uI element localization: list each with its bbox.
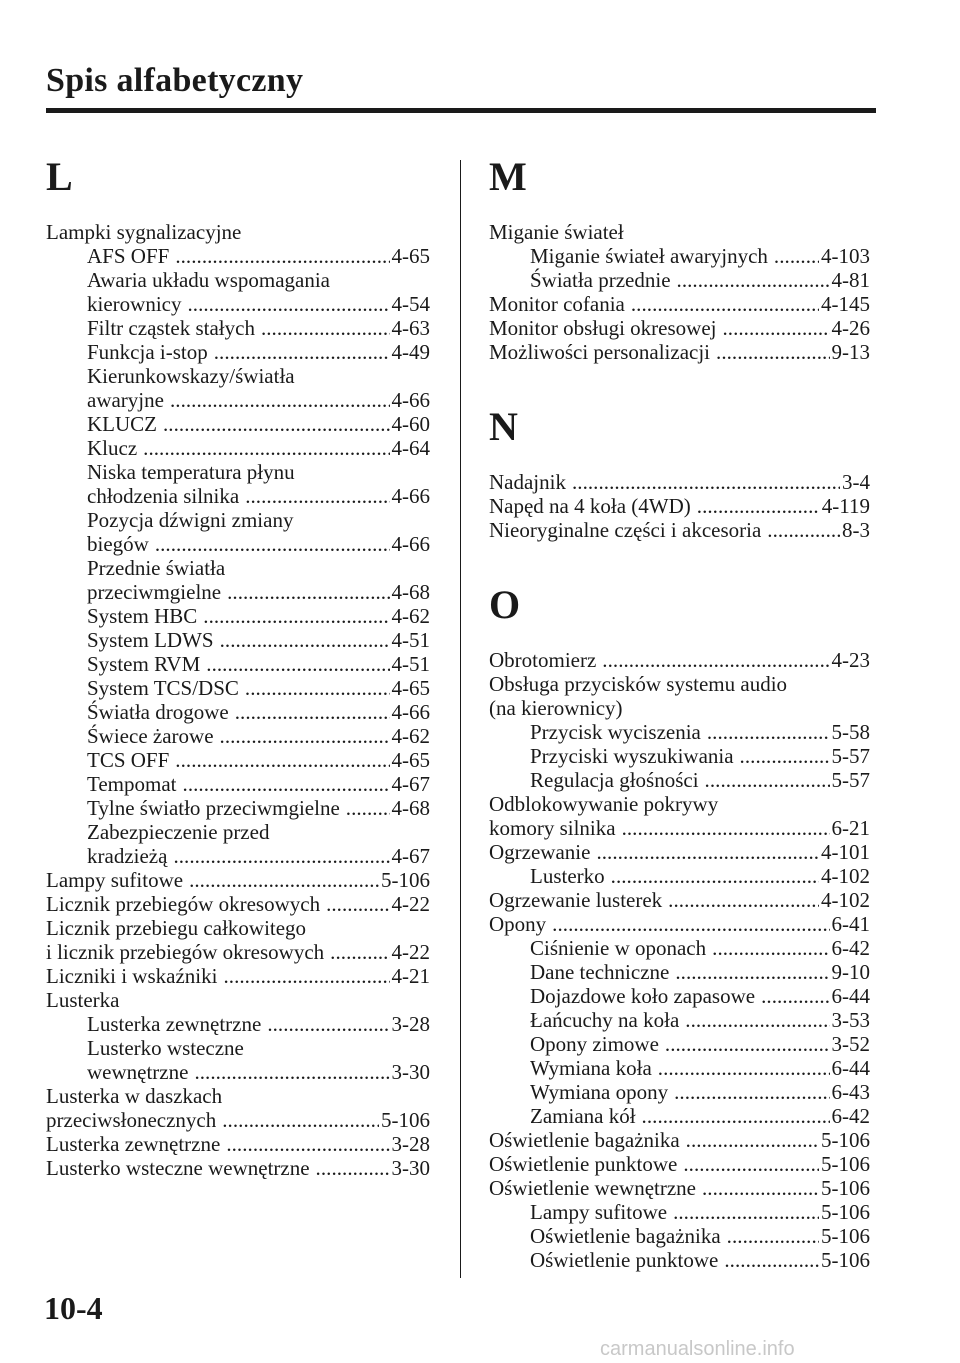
index-subentry [489,864,870,888]
dot-leader [761,984,829,1008]
index-subentry [46,412,430,436]
column-divider [460,160,461,1278]
entry-text: przeciwsłonecznych [46,1108,217,1132]
entry-text: Lampki sygnalizacyjne [46,220,242,244]
entry-text: (na kierownicy) [489,696,623,720]
entry-page: 4-62 [391,604,430,628]
entry-page: 6-42 [831,1104,870,1128]
dot-leader [330,940,389,964]
entry-page: 5-58 [831,720,870,744]
entry-page: 9-13 [831,340,870,364]
index-subentry [46,844,430,868]
dot-leader [183,772,390,796]
entry-page: 4-26 [831,316,870,340]
section-letter: O [489,582,521,627]
dot-leader [170,388,390,412]
dot-leader [267,1012,389,1036]
index-subentry [489,1080,870,1104]
entry-page: 4-65 [391,748,430,772]
dot-leader [611,864,819,888]
dot-leader [227,580,389,604]
entry-text: Świece żarowe [87,724,214,748]
index-subentry [46,700,430,724]
index-subentry [46,1036,430,1060]
dot-leader [572,470,840,494]
index-subentry [46,556,430,580]
index-subentry [46,484,430,508]
entry-text: Pozycja dźwigni zmiany [87,508,294,532]
entry-page: 4-65 [391,244,430,268]
entry-text: Miganie świateł [489,220,624,244]
dot-leader [206,652,389,676]
dot-leader [223,964,389,988]
entry-page: 4-68 [391,580,430,604]
index-entry [489,1152,870,1176]
entry-page: 5-57 [831,768,870,792]
entry-text: Światła przednie [530,268,671,292]
entry-text: Lampy sufitowe [46,868,184,892]
dot-leader [143,436,389,460]
entry-text: Kierunkowskazy/światła [87,364,295,388]
entry-text: System HBC [87,604,198,628]
dot-leader [665,1032,830,1056]
entry-text: TCS OFF [87,748,170,772]
index-subentry [46,580,430,604]
dot-leader [203,604,389,628]
dot-leader [189,868,379,892]
dot-leader [677,268,830,292]
dot-leader [631,292,819,316]
entry-page: 8-3 [842,518,870,542]
index-subentry [46,532,430,556]
dot-leader [685,1008,829,1032]
dot-leader [707,720,830,744]
index-column-right [489,150,870,1272]
dot-leader [261,316,390,340]
entry-text: Możliwości personalizacji [489,340,711,364]
entry-text: AFS OFF [87,244,170,268]
entry-text: Nieoryginalne części i akcesoria [489,518,762,542]
index-entry [489,912,870,936]
entry-page: 4-67 [391,844,430,868]
dot-leader [214,340,390,364]
entry-page: 4-63 [391,316,430,340]
dot-leader [622,816,830,840]
entry-text: Klucz [87,436,138,460]
dot-leader [226,1132,389,1156]
dot-leader [552,912,829,936]
entry-text: Łańcuchy na koła [530,1008,680,1032]
index-subentry [46,820,430,844]
index-entry [489,1176,870,1200]
entry-text: Napęd na 4 koła (4WD) [489,494,691,518]
entry-text: chłodzenia silnika [87,484,240,508]
entry-text: Tempomat [87,772,177,796]
entry-text: Oświetlenie punktowe [489,1152,678,1176]
index-entry [489,494,870,518]
index-subentry [489,1200,870,1224]
header-rule [46,108,876,113]
index-subentry [46,316,430,340]
index-subentry [46,628,430,652]
dot-leader [702,1176,819,1200]
entry-page: 5-57 [831,744,870,768]
entry-text: Awaria układu wspomagania [87,268,330,292]
dot-leader [346,796,390,820]
entry-page: 4-102 [821,888,870,912]
entry-text: wewnętrzne [87,1060,189,1084]
dot-leader [642,1104,830,1128]
entry-page: 5-106 [821,1224,870,1248]
entry-page: 6-21 [831,816,870,840]
entry-text: przeciwmgielne [87,580,222,604]
dot-leader [774,244,819,268]
dot-leader [686,1128,819,1152]
dot-leader [658,1056,830,1080]
index-subentry [489,720,870,744]
dot-leader [716,340,829,364]
entry-text: Niska temperatura płynu [87,460,295,484]
entry-page: 3-52 [831,1032,870,1056]
entry-page: 4-51 [391,628,430,652]
entry-page: 4-119 [821,494,870,518]
index-entry [489,816,870,840]
entry-page: 4-102 [821,864,870,888]
index-entry [489,888,870,912]
entry-text: kradzieżą [87,844,168,868]
dot-leader [220,724,390,748]
dot-leader [675,960,829,984]
entry-text: Ogrzewanie [489,840,591,864]
entry-page: 4-103 [821,244,870,268]
entry-text: Lusterka w daszkach [46,1084,223,1108]
dot-leader [187,292,389,316]
index-entry [489,792,870,816]
entry-text: Opony zimowe [530,1032,659,1056]
section-letter: N [489,404,518,449]
index-entry [46,916,430,940]
entry-text: KLUCZ [87,412,157,436]
dot-leader [727,1224,819,1248]
dot-leader [683,1152,819,1176]
entry-page: 4-60 [391,412,430,436]
index-subentry [489,1008,870,1032]
entry-page: 4-145 [821,292,870,316]
entry-text: Liczniki i wskaźniki [46,964,218,988]
entry-page: 4-81 [831,268,870,292]
dot-leader [173,844,389,868]
index-entry [46,1156,430,1180]
dot-leader [245,676,390,700]
entry-text: System RVM [87,652,201,676]
entry-text: Wymiana koła [530,1056,652,1080]
entry-text: Licznik przebiegów okresowych [46,892,321,916]
entry-page: 4-66 [391,484,430,508]
entry-text: Przycisk wyciszenia [530,720,701,744]
entry-text: Lusterka zewnętrzne [87,1012,262,1036]
dot-leader [740,744,830,768]
index-subentry [489,984,870,1008]
entry-page: 4-21 [391,964,430,988]
index-subentry [489,1248,870,1272]
index-subentry [46,748,430,772]
entry-page: 3-28 [391,1132,430,1156]
dot-leader [697,494,820,518]
entry-text: Licznik przebiegu całkowitego [46,916,307,940]
entry-text: Ciśnienie w oponach [530,936,707,960]
entry-text: Wymiana opony [530,1080,669,1104]
entry-page: 3-30 [391,1156,430,1180]
watermark: carmanualsonline.info [600,1338,795,1360]
index-subentry [46,340,430,364]
index-subentry [46,676,430,700]
index-subentry [46,796,430,820]
entry-page: 4-66 [391,700,430,724]
index-subentry [489,1032,870,1056]
entry-page: 5-106 [381,868,430,892]
index-entry [489,470,870,494]
entry-page: 3-4 [842,470,870,494]
dot-leader [712,936,829,960]
index-subentry [46,724,430,748]
entry-text: Miganie świateł awaryjnych [530,244,768,268]
dot-leader [316,1156,390,1180]
entry-page: 4-22 [391,940,430,964]
index-subentry [489,744,870,768]
index-entry [489,840,870,864]
entry-text: Przyciski wyszukiwania [530,744,734,768]
index-subentry [489,1224,870,1248]
entry-text: Obrotomierz [489,648,597,672]
index-subentry [46,268,430,292]
page-number: 10-4 [44,1290,103,1326]
entry-text: awaryjne [87,388,164,412]
entry-text: Lusterko wsteczne [87,1036,244,1060]
entry-text: Światła drogowe [87,700,229,724]
index-entry [46,1084,430,1108]
entry-page: 5-106 [821,1176,870,1200]
index-entry [489,340,870,364]
index-subentry [46,652,430,676]
entry-text: Lampy sufitowe [530,1200,668,1224]
entry-text: Oświetlenie punktowe [530,1248,719,1272]
entry-page: 4-66 [391,388,430,412]
section-gap [489,364,870,400]
entry-page: 4-22 [391,892,430,916]
entry-page: 6-44 [831,1056,870,1080]
index-entry [46,988,430,1012]
dot-leader [194,1060,389,1084]
index-column-left [46,150,430,1180]
entry-text: System LDWS [87,628,214,652]
entry-text: Opony [489,912,547,936]
entry-page: 4-54 [391,292,430,316]
index-subentry [489,768,870,792]
entry-page: 4-67 [391,772,430,796]
entry-text: System TCS/DSC [87,676,239,700]
entry-page: 4-23 [831,648,870,672]
entry-text: Zamiana kół [530,1104,636,1128]
index-entry [489,292,870,316]
dot-leader [668,888,819,912]
entry-page: 4-68 [391,796,430,820]
section-letter: L [46,154,73,199]
entry-text: Przednie światła [87,556,226,580]
dot-leader [596,840,819,864]
entry-page: 3-53 [831,1008,870,1032]
index-subentry [489,1056,870,1080]
index-subentry [46,460,430,484]
entry-text: Oświetlenie bagażnika [530,1224,721,1248]
index-entry [489,696,870,720]
dot-leader [175,244,389,268]
index-entry [46,1108,430,1132]
entry-page: 6-41 [831,912,870,936]
entry-page: 9-10 [831,960,870,984]
index-subentry [489,936,870,960]
index-entry [489,1128,870,1152]
index-subentry [489,244,870,268]
entry-text: Lusterko [530,864,605,888]
entry-text: Obsługa przycisków systemu audio [489,672,788,696]
index-entry [489,672,870,696]
index-entry [46,1132,430,1156]
dot-leader [722,316,829,340]
entry-page: 4-62 [391,724,430,748]
entry-text: Dojazdowe koło zapasowe [530,984,756,1008]
entry-page: 5-106 [821,1200,870,1224]
dot-leader [724,1248,819,1272]
entry-text: komory silnika [489,816,616,840]
index-entry [46,220,430,244]
index-entry [489,316,870,340]
entry-page: 5-106 [821,1152,870,1176]
dot-leader [220,628,390,652]
index-subentry [46,604,430,628]
entry-text: Filtr cząstek stałych [87,316,255,340]
entry-page: 6-42 [831,936,870,960]
index-entry [46,868,430,892]
entry-text: biegów [87,532,149,556]
entry-page: 4-65 [391,676,430,700]
entry-text: Lusterka zewnętrzne [46,1132,221,1156]
section-gap [489,542,870,578]
index-subentry [489,960,870,984]
entry-page: 4-49 [391,340,430,364]
entry-text: Tylne światło przeciwmgielne [87,796,340,820]
entry-text: Oświetlenie bagażnika [489,1128,680,1152]
index-entry [489,518,870,542]
entry-text: Lusterka [46,988,120,1012]
entry-page: 3-28 [391,1012,430,1036]
index-subentry [46,436,430,460]
entry-text: Nadajnik [489,470,566,494]
entry-text: i licznik przebiegów okresowych [46,940,325,964]
entry-text: Monitor cofania [489,292,625,316]
index-subentry [46,364,430,388]
index-subentry [46,388,430,412]
entry-text: Lusterko wsteczne wewnętrzne [46,1156,310,1180]
index-entry [46,940,430,964]
section-letter: M [489,154,527,199]
dot-leader [155,532,390,556]
index-subentry [46,1012,430,1036]
dot-leader [602,648,829,672]
dot-leader [674,1080,829,1104]
entry-page: 4-51 [391,652,430,676]
entry-text: Ogrzewanie lusterek [489,888,663,912]
entry-page: 4-64 [391,436,430,460]
index-subentry [46,244,430,268]
entry-page: 5-106 [821,1128,870,1152]
entry-text: Dane techniczne [530,960,670,984]
index-entry [489,648,870,672]
entry-page: 5-106 [821,1248,870,1272]
entry-page: 3-30 [391,1060,430,1084]
dot-leader [163,412,390,436]
entry-page: 6-43 [831,1080,870,1104]
entry-text: Zabezpieczenie przed [87,820,270,844]
dot-leader [235,700,390,724]
entry-page: 4-66 [391,532,430,556]
dot-leader [222,1108,379,1132]
index-subentry [46,292,430,316]
dot-leader [175,748,389,772]
dot-leader [326,892,389,916]
entry-text: Oświetlenie wewnętrzne [489,1176,696,1200]
dot-leader [673,1200,819,1224]
index-entry [46,892,430,916]
index-subentry [489,268,870,292]
entry-page: 5-106 [381,1108,430,1132]
index-entry [46,964,430,988]
dot-leader [705,768,830,792]
dot-leader [767,518,840,542]
entry-text: Funkcja i-stop [87,340,208,364]
entry-text: Monitor obsługi okresowej [489,316,717,340]
entry-page: 4-101 [821,840,870,864]
entry-text: kierownicy [87,292,182,316]
index-subentry [489,1104,870,1128]
page-header-title: Spis alfabetyczny [46,62,304,99]
entry-page: 6-44 [831,984,870,1008]
entry-text: Odblokowywanie pokrywy [489,792,719,816]
entry-text: Regulacja głośności [530,768,699,792]
index-entry [489,220,870,244]
index-subentry [46,772,430,796]
dot-leader [245,484,389,508]
index-subentry [46,508,430,532]
index-subentry [46,1060,430,1084]
